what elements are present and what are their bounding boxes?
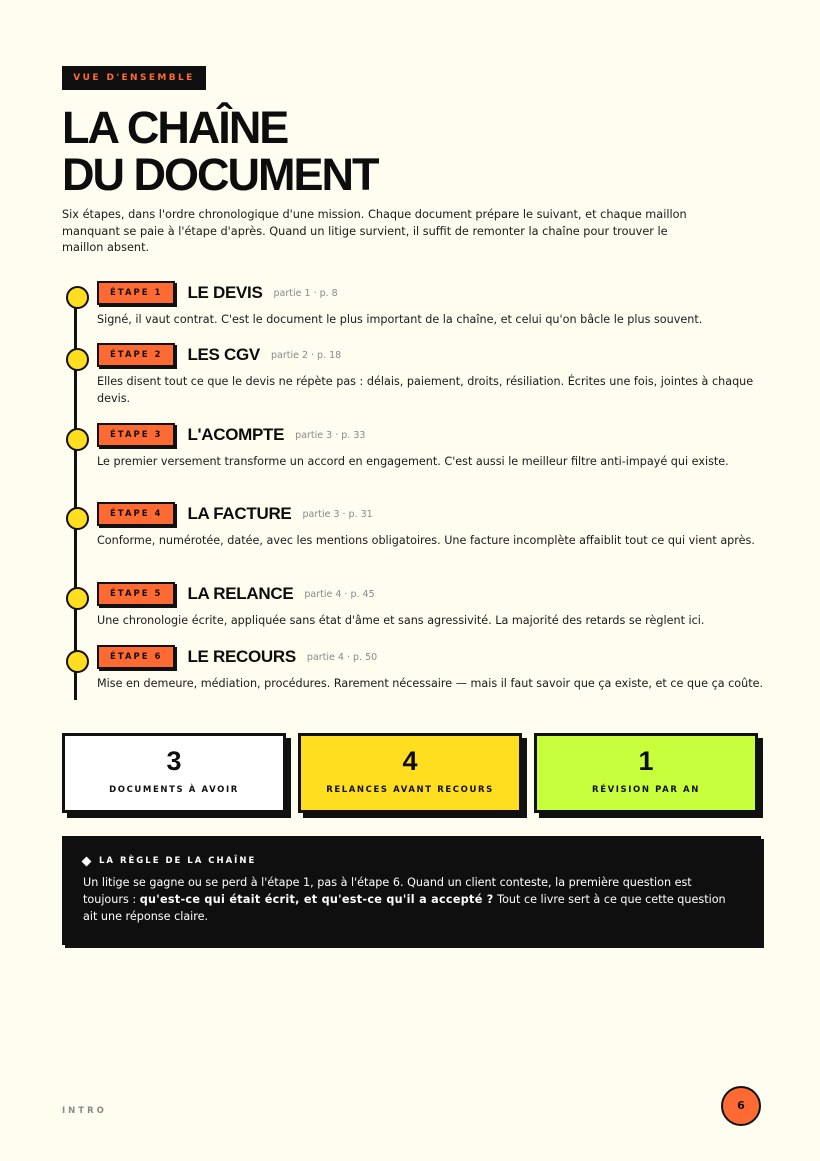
circle-dot-icon [66, 507, 89, 530]
step-page-reference: partie 1 · p. 8 [273, 287, 338, 299]
step-name: LA FACTURE [187, 504, 292, 523]
stat-value: 1 [638, 746, 654, 776]
step-description: Une chronologie écrite, appliquée sans état d'âme et sans agressivité. La majorité des retards se règlent ici. [97, 614, 705, 627]
step-name: L'ACOMPTE [187, 425, 285, 444]
step-badge: ÉTAPE 5 [97, 582, 175, 606]
step-name: LE RECOURS [187, 647, 296, 666]
timeline-step-4 [97, 502, 767, 549]
step-badge: ÉTAPE 4 [97, 502, 175, 526]
circle-dot-icon [66, 348, 89, 371]
stat-label: RELANCES AVANT RECOURS [326, 785, 494, 795]
rule-text-emphasis: qu'est-ce qui était écrit, et qu'est-ce qu'il a accepté ? [139, 893, 494, 906]
page-number: 6 [721, 1086, 761, 1126]
step-page-reference: partie 2 · p. 18 [270, 349, 342, 361]
step-badge: ÉTAPE 2 [97, 343, 175, 367]
step-description: Conforme, numérotée, datée, avec les mentions obligatoires. Une facture incomplète affaiblit tout ce qui vient après. [97, 534, 755, 547]
rule-heading [83, 856, 739, 866]
timeline-step-5 [97, 582, 767, 629]
step-name: LE DEVIS [187, 283, 263, 302]
page-title-line-2: DU DOCUMENT [62, 149, 378, 200]
circle-dot-icon [66, 286, 89, 309]
timeline-step-2 [97, 343, 767, 407]
stat-label: DOCUMENTS À AVOIR [109, 785, 239, 795]
stat-label: RÉVISION PAR AN [592, 785, 700, 795]
footer-section-label: INTRO [62, 1106, 107, 1116]
stat-card-revision [534, 733, 758, 813]
stat-card-documents [62, 733, 286, 813]
step-name: LA RELANCE [187, 584, 294, 603]
step-page-reference: partie 3 · p. 33 [295, 429, 366, 441]
page-title-line-1: LA CHAÎNE [62, 102, 288, 153]
step-page-reference: partie 3 · p. 31 [302, 508, 373, 520]
circle-dot-icon [66, 587, 89, 610]
step-description: Signé, il vaut contrat. C'est le document le plus important de la chaîne, et celui qu'on bâcle le plus souvent. [97, 313, 703, 326]
circle-dot-icon [66, 428, 89, 451]
rule-heading-text: LA RÈGLE DE LA CHAÎNE [99, 856, 257, 866]
step-badge: ÉTAPE 3 [97, 423, 175, 447]
timeline-step-3 [97, 423, 767, 470]
step-badge: ÉTAPE 1 [97, 281, 175, 305]
rule-text-start: Un litige se gagne ou se perd à l'étape 1, pas à l'étape 6. Quand un client conteste, la première question est toujours : [83, 876, 692, 906]
step-description: Mise en demeure, médiation, procédures. Rarement nécessaire — mais il faut savoir que ça existe, et ce que ça coûte. [97, 677, 764, 690]
intro-paragraph: Six étapes, dans l'ordre chronologique d'une mission. Chaque document prépare le suivant, et chaque maillon manquant se paie à l'étape d'après. Quand un litige survient, il suffit de remonter la chaîne pour trouver le maillon absent. [62, 208, 687, 254]
timeline-step-6 [97, 645, 767, 692]
step-description: Elles disent tout ce que le devis ne répète pas : délais, paiement, droits, résiliation. Écrites une fois, jointes à chaque devis. [97, 375, 754, 405]
stat-value: 3 [166, 746, 182, 776]
page-title [62, 104, 377, 198]
rule-callout [62, 836, 761, 945]
stat-card-reminders [298, 733, 522, 813]
section-eyebrow: VUE D'ENSEMBLE [62, 66, 206, 90]
timeline-step-1 [97, 281, 767, 328]
diamond-icon [82, 856, 92, 866]
rule-text [83, 874, 739, 925]
step-name: LES CGV [187, 345, 260, 364]
circle-dot-icon [66, 650, 89, 673]
rule-text-end: Tout ce livre sert à ce que cette question ait une réponse claire. [83, 893, 726, 923]
step-page-reference: partie 4 · p. 50 [306, 651, 378, 663]
step-page-reference: partie 4 · p. 45 [304, 588, 375, 600]
step-description: Le premier versement transforme un accord en engagement. C'est aussi le meilleur filtre anti-impayé qui existe. [97, 455, 729, 468]
step-badge: ÉTAPE 6 [97, 645, 175, 669]
stat-value: 4 [402, 746, 418, 776]
